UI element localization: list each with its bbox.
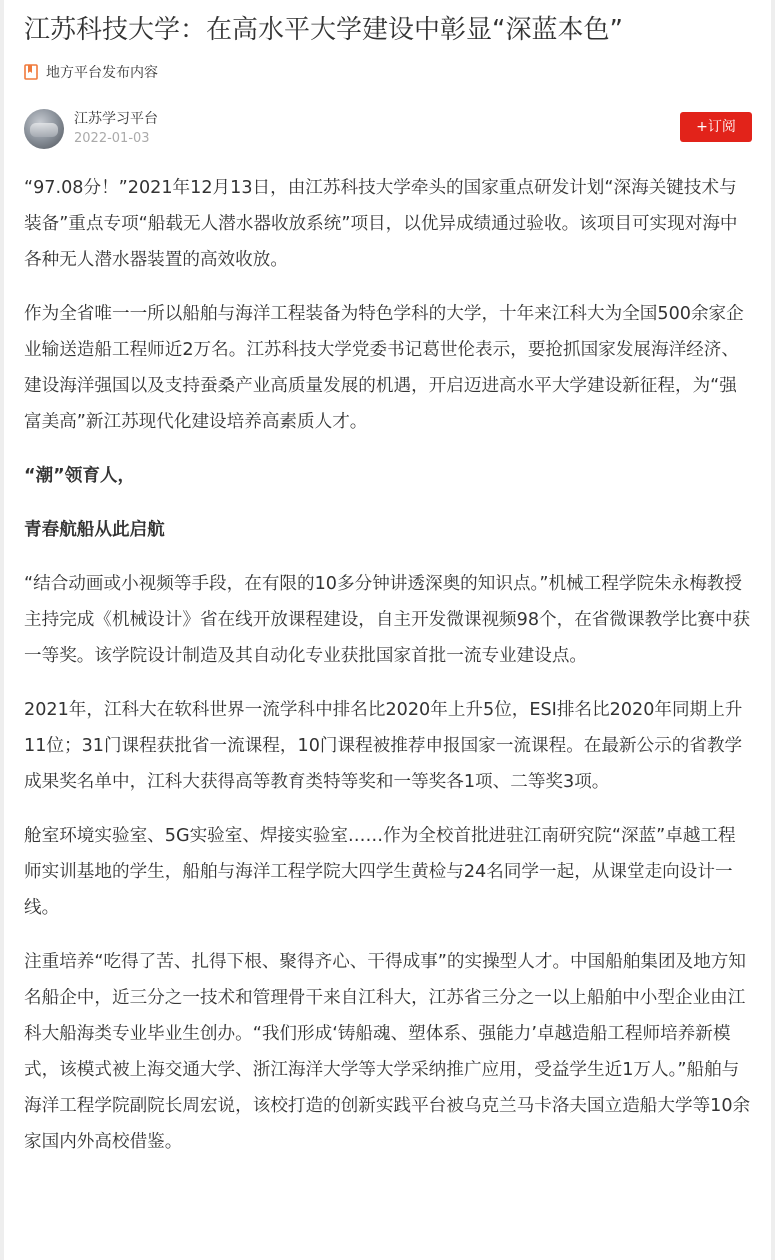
author-name[interactable]: 江苏学习平台 bbox=[74, 111, 158, 127]
article-body bbox=[24, 170, 752, 1160]
article-paragraph: 2021年，江科大在软科世界一流学科中排名比2020年上升5位，ESI排名比2020年同期上升11位；31门课程获批省一流课程，10门课程被推荐申报国家一流课程。在最新公示的省教学成果奖名单中，江科大获得高等教育类特等奖和一等奖各1项、二等奖3项。 bbox=[24, 700, 743, 792]
article-paragraph: 作为全省唯一一所以船舶与海洋工程装备为特色学科的大学，十年来江科大为全国500余家企业输送造船工程师近2万名。江苏科技大学党委书记葛世伦表示，要抢抓国家发展海洋经济、建设海洋强国以及支持蚕桑产业高质量发展的机遇，开启迈进高水平大学建设新征程，为“强富美高”新江苏现代化建设培养高素质人才。 bbox=[24, 304, 744, 432]
source-row bbox=[24, 62, 752, 82]
article-paragraph: “结合动画或小视频等手段，在有限的10多分钟讲透深奥的知识点。”机械工程学院朱永梅教授主持完成《机械设计》省在线开放课程建设，自主开发微课视频98个，在省微课教学比赛中获一等奖。该学院设计制造及其自动化专业获批国家首批一流专业建设点。 bbox=[24, 574, 751, 666]
section-heading: 青春航船从此启航 bbox=[24, 520, 165, 540]
author-meta bbox=[74, 110, 158, 148]
author-row bbox=[24, 108, 752, 150]
subscribe-button[interactable]: +订阅 bbox=[680, 112, 752, 142]
avatar[interactable] bbox=[24, 109, 64, 149]
publish-date: 2022-01-03 bbox=[74, 131, 150, 146]
article-container bbox=[24, 0, 752, 1160]
article-paragraph: 注重培养“吃得了苦、扎得下根、聚得齐心、干得成事”的实操型人才。中国船舶集团及地方知名船企中，近三分之一技术和管理骨干来自江科大，江苏省三分之一以上船舶中小型企业由江科大船海类专业毕业生创办。“我们形成‘铸船魂、塑体系、强能力’卓越造船工程师培养新模式，该模式被上海交通大学、浙江海洋大学等大学采纳推广应用，受益学生近1万人。”船舶与海洋工程学院副院长周宏说，该校打造的创新实践平台被乌克兰马卡洛夫国立造船大学等10余家国内外高校借鉴。 bbox=[24, 952, 751, 1152]
page-frame-left bbox=[0, 0, 4, 1260]
source-label: 地方平台发布内容 bbox=[46, 65, 158, 81]
page-title: 江苏科技大学：在高水平大学建设中彰显“深蓝本色” bbox=[24, 15, 623, 45]
article-paragraph: 舱室环境实验室、5G实验室、焊接实验室……作为全校首批进驻江南研究院“深蓝”卓越工程师实训基地的学生，船舶与海洋工程学院大四学生黄检与24名同学一起，从课堂走向设计一线。 bbox=[24, 826, 736, 918]
section-heading: “潮”领育人， bbox=[24, 466, 136, 486]
page-frame-right bbox=[771, 0, 775, 1260]
bookmark-icon bbox=[24, 64, 38, 80]
article-paragraph: “97.08分！”2021年12月13日，由江苏科技大学牵头的国家重点研发计划“深海关键技术与装备”重点专项“船载无人潜水器收放系统”项目，以优异成绩通过验收。该项目可实现对海中各种无人潜水器装置的高效收放。 bbox=[24, 178, 738, 270]
